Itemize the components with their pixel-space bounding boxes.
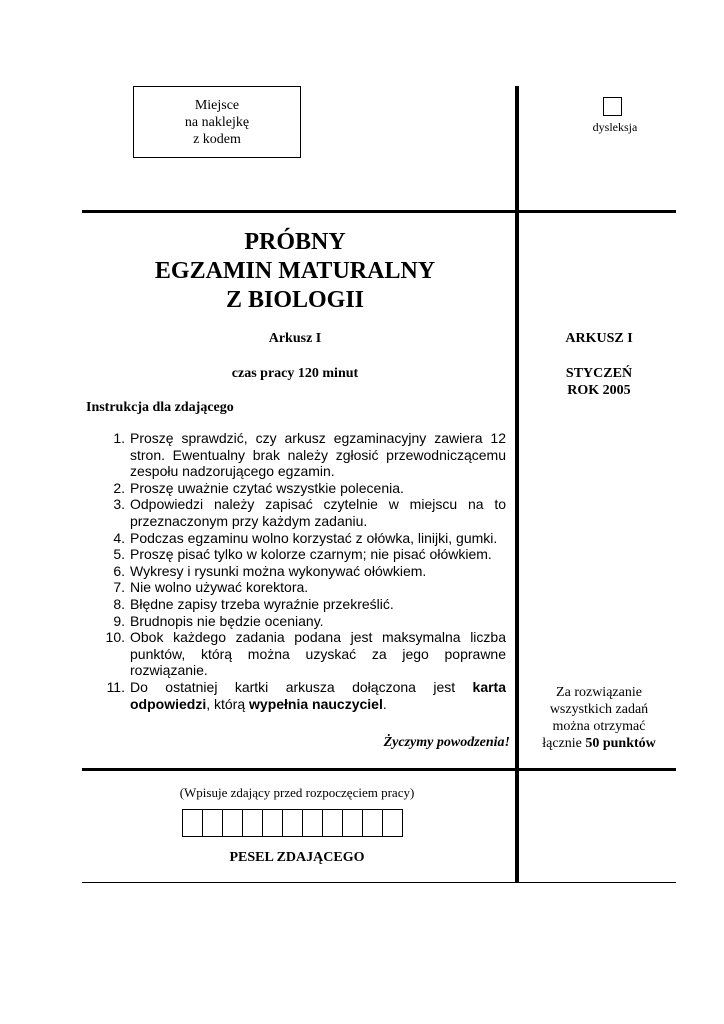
pesel-digit-cell[interactable] xyxy=(382,809,403,837)
item-number: 3. xyxy=(113,496,125,513)
answer-card-emphasis: karta odpowiedzi xyxy=(130,678,506,712)
right-month-label: STYCZEŃ xyxy=(565,366,633,381)
list-item xyxy=(100,563,506,580)
title-line: Z BIOLOGII xyxy=(225,287,365,313)
points-line: można otrzymać xyxy=(552,719,646,734)
pesel-digit-cell[interactable] xyxy=(262,809,283,837)
list-item xyxy=(100,679,506,712)
pesel-note: (Wpisuje zdający przed rozpoczęciem pracy) xyxy=(179,785,415,800)
pesel-digit-cell[interactable] xyxy=(182,809,203,837)
list-item xyxy=(100,496,506,529)
pesel-input-cells[interactable] xyxy=(182,809,403,837)
sticker-line: na naklejkę xyxy=(184,114,250,130)
item-text: Proszę pisać tylko w kolorze czarnym; nie pisać ołówkiem. xyxy=(130,546,492,563)
exam-title xyxy=(130,228,460,315)
item-text: Brudnopis nie będzie oceniany. xyxy=(130,612,324,629)
item-number: 7. xyxy=(113,579,125,596)
list-item xyxy=(100,480,506,497)
time-label: czas pracy 120 minut xyxy=(231,366,359,381)
list-item xyxy=(100,579,506,596)
pesel-digit-cell[interactable] xyxy=(322,809,343,837)
vertical-divider xyxy=(515,86,519,883)
item-number: 2. xyxy=(113,479,125,496)
item-number: 4. xyxy=(113,529,125,546)
item-number: 1. xyxy=(113,430,125,446)
dyslexia-label: dysleksja xyxy=(592,120,638,134)
right-sheet-label: ARKUSZ I xyxy=(565,331,633,346)
top-divider xyxy=(82,210,676,213)
item-number: 11. xyxy=(106,678,125,695)
list-item xyxy=(100,430,506,480)
teacher-emphasis: wypełnia nauczyciel xyxy=(249,695,383,712)
item-text: Odpowiedzi należy zapisać czytelnie w miejscu na to przeznaczonym przy każdym zadaniu. xyxy=(130,496,506,529)
item-number: 5. xyxy=(113,546,125,563)
pesel-digit-cell[interactable] xyxy=(282,809,303,837)
list-item xyxy=(100,530,506,547)
item-text: Podczas egzaminu wolno korzystać z ołówka, linijki, gumki. xyxy=(130,529,498,546)
item-number: 8. xyxy=(113,595,125,612)
item-text xyxy=(130,679,506,712)
item-number: 9. xyxy=(113,612,125,629)
item-number: 6. xyxy=(113,562,125,579)
dyslexia-checkbox[interactable] xyxy=(603,97,622,116)
points-info xyxy=(522,684,676,752)
sticker-line: Miejsce xyxy=(194,97,240,113)
item-text: Proszę uważnie czytać wszystkie polecenia. xyxy=(130,479,404,496)
pesel-label: PESEL ZDAJĄCEGO xyxy=(229,850,365,865)
points-line: wszystkich zadań xyxy=(549,702,649,717)
pesel-digit-cell[interactable] xyxy=(362,809,383,837)
list-item xyxy=(100,613,506,630)
bottom-divider xyxy=(82,768,676,771)
pesel-digit-cell[interactable] xyxy=(222,809,243,837)
item-text-part: Do ostatniej kartki arkusza dołączona jest xyxy=(130,678,473,695)
instructions-list xyxy=(100,430,506,712)
sticker-line: z kodem xyxy=(193,131,241,147)
footer-line xyxy=(82,882,676,883)
instructions-heading: Instrukcja dla zdającego xyxy=(86,400,234,415)
item-text: Obok każdego zadania podana jest maksymalna liczba punktów, którą można uzyskać za jego poprawne rozwiązanie. xyxy=(130,629,506,679)
item-text-part: . xyxy=(382,695,387,712)
good-luck-text: Życzymy powodzenia! xyxy=(383,735,510,750)
pesel-digit-cell[interactable] xyxy=(242,809,263,837)
list-item xyxy=(100,546,506,563)
pesel-digit-cell[interactable] xyxy=(342,809,363,837)
item-text: Wykresy i rysunki można wykonywać ołówkiem. xyxy=(130,562,427,579)
item-text: Błędne zapisy trzeba wyraźnie przekreślić. xyxy=(130,595,394,612)
pesel-digit-cell[interactable] xyxy=(302,809,323,837)
item-number: 10. xyxy=(105,629,125,646)
sticker-placeholder-box xyxy=(133,86,301,158)
points-line: Za rozwiązanie xyxy=(556,685,642,700)
list-item xyxy=(100,596,506,613)
points-total: 50 punktów xyxy=(585,736,656,751)
points-total-line xyxy=(522,735,676,752)
right-year-label: ROK 2005 xyxy=(567,383,631,398)
item-text-part: , którą xyxy=(206,695,250,712)
item-text: Proszę sprawdzić, czy arkusz egzaminacyjny zawiera 12 stron. Ewentualny brak należy zgłosić przewodniczącemu zespołu nadzorującego egzamin. xyxy=(130,430,506,480)
sheet-label: Arkusz I xyxy=(268,331,322,346)
points-prefix: łącznie xyxy=(542,736,586,751)
title-line: EGZAMIN MATURALNY xyxy=(154,258,436,284)
pesel-digit-cell[interactable] xyxy=(202,809,223,837)
item-text: Nie wolno używać korektora. xyxy=(130,579,309,596)
title-line: PRÓBNY xyxy=(244,229,346,255)
list-item xyxy=(100,629,506,679)
